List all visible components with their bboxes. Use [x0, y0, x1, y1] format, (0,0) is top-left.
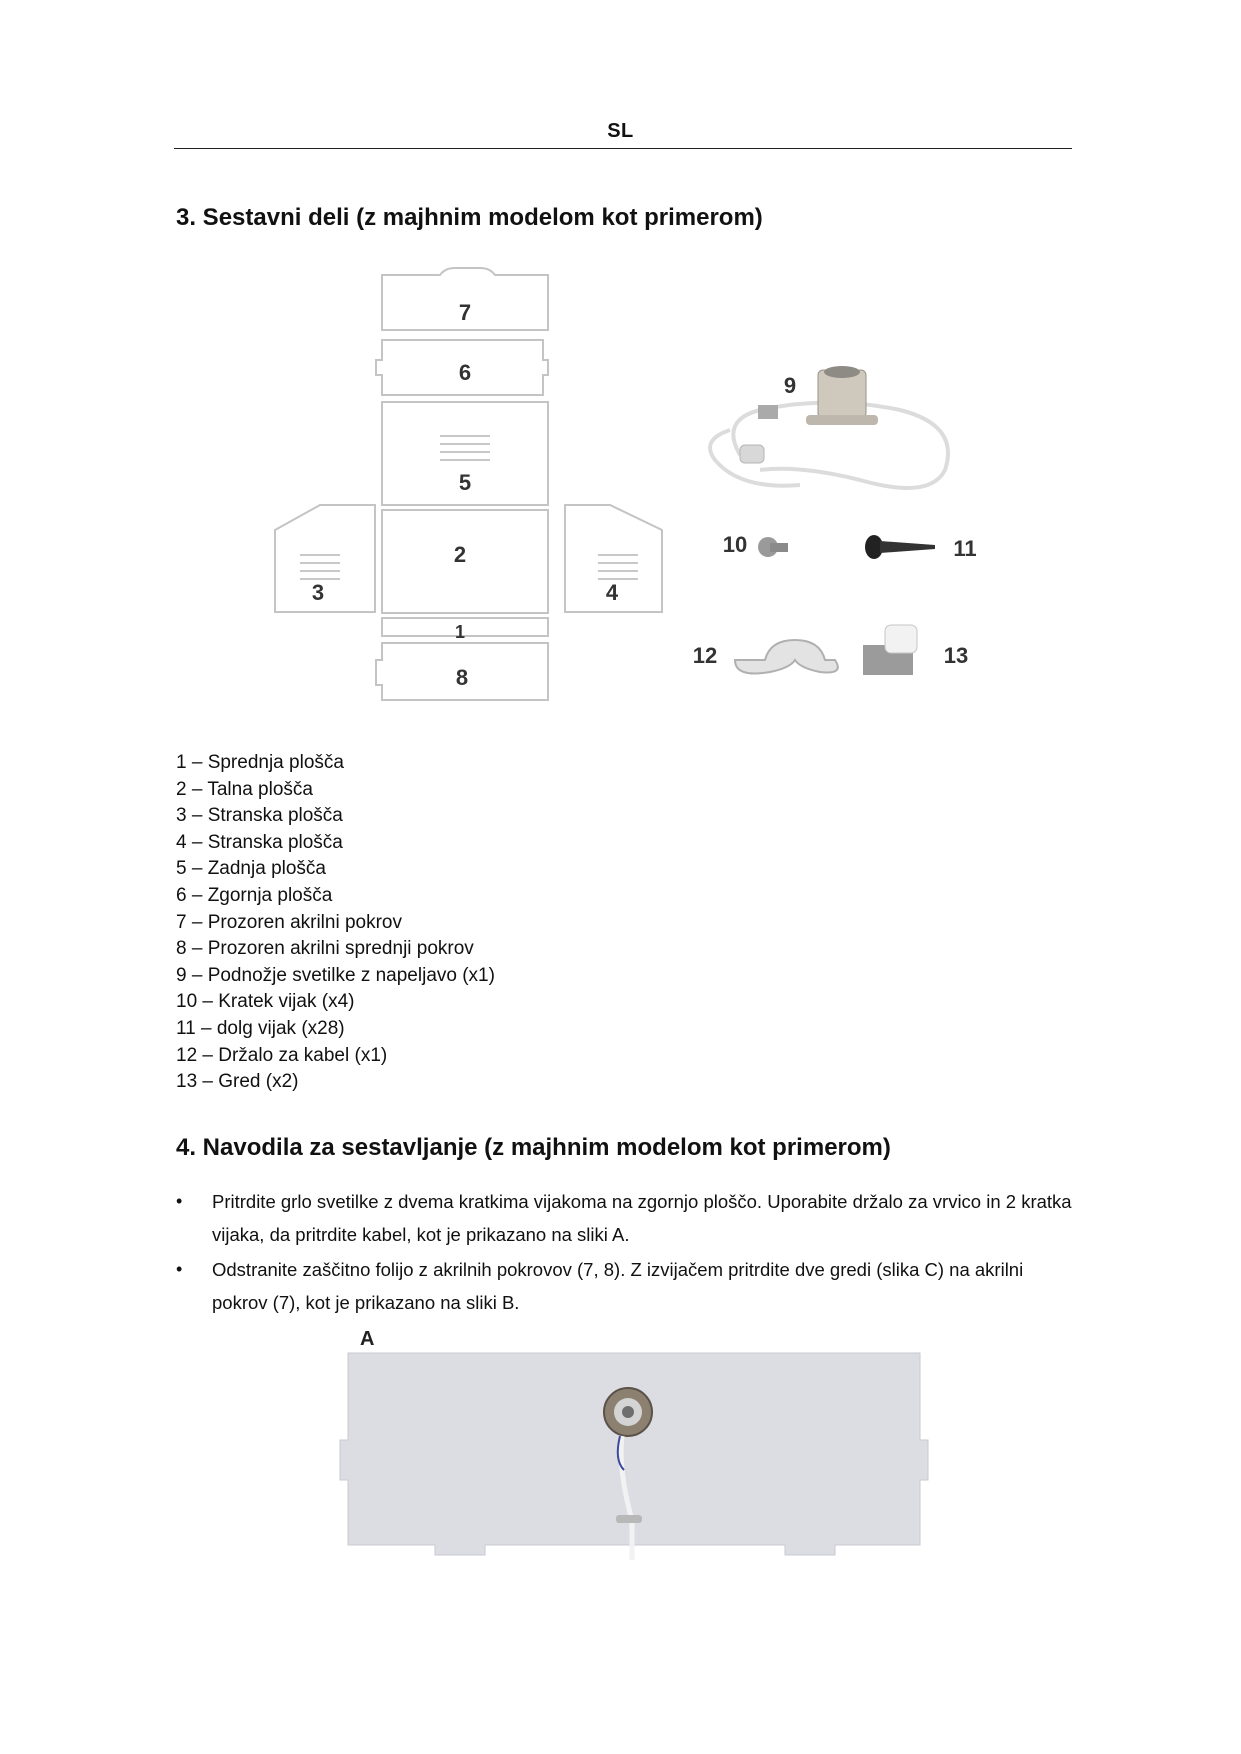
parts-list-item: 11 – dolg vijak (x28): [176, 1017, 345, 1039]
bullet: •: [176, 1191, 183, 1211]
lamp-socket-cable-illustration: [710, 366, 948, 488]
figure-a-panel: [340, 1353, 928, 1555]
diagram-label-8: 8: [455, 665, 469, 690]
parts-list-item: 3 – Stranska plošča: [176, 805, 343, 827]
diagram-label-4: 4: [605, 580, 619, 605]
figure-a-label: A: [360, 1328, 375, 1350]
shaft-illustration: [863, 625, 917, 675]
section-3-title: 3. Sestavni deli (z majhnim modelom kot primerom): [176, 204, 763, 231]
diagram-label-12: 12: [692, 643, 718, 668]
parts-list-item: 7 – Prozoren akrilni pokrov: [176, 911, 402, 933]
cable-holder-illustration: [735, 640, 838, 674]
figure-a-socket: [604, 1388, 652, 1560]
panel-3-outline: [275, 505, 375, 612]
parts-list-item: 2 – Talna plošča: [176, 778, 313, 800]
parts-list: [176, 750, 495, 1096]
diagram-label-2: 2: [453, 542, 467, 567]
diagram-label-9: 9: [783, 373, 797, 398]
parts-list-item: 4 – Stranska plošča: [176, 831, 343, 853]
diagram-label-5: 5: [458, 470, 472, 495]
diagram-label-3: 3: [311, 580, 325, 605]
parts-list-item: 6 – Zgornja plošča: [176, 884, 333, 906]
assembly-step-text: Odstranite zaščitno folijo z akrilnih pokrovov (7, 8). Z izvijačem pritrdite dve gredi (slika C) na akrilni pokrov (7), kot je prikazano na sliki B.: [212, 1259, 1024, 1313]
parts-list-item: 8 – Prozoren akrilni sprednji pokrov: [176, 938, 474, 960]
diagram-label-6: 6: [458, 360, 472, 385]
assembly-step: [176, 1253, 1076, 1319]
diagram-label-7: 7: [458, 300, 472, 325]
diagram-label-11: 11: [953, 536, 977, 561]
parts-list-item: 5 – Zadnja plošča: [176, 858, 326, 880]
parts-list-item: 1 – Sprednja plošča: [176, 752, 344, 773]
page-language-header: SL: [607, 120, 634, 142]
diagram-label-13: 13: [943, 643, 969, 668]
section-4-title: 4. Navodila za sestavljanje (z majhnim modelom kot primerom): [176, 1134, 891, 1161]
assembly-steps: [176, 1185, 1076, 1321]
diagram-label-1: 1: [454, 622, 466, 642]
diagram-label-10: 10: [722, 532, 748, 557]
assembly-step: [176, 1185, 1076, 1251]
parts-list-item: 12 – Držalo za kabel (x1): [176, 1044, 388, 1066]
short-screw-illustration: [758, 537, 788, 557]
long-screw-illustration: [865, 535, 935, 559]
components-diagram: [0, 0, 1241, 760]
parts-list-item: 13 – Gred (x2): [176, 1071, 299, 1093]
bullet: •: [176, 1259, 183, 1279]
assembly-step-text: Pritrdite grlo svetilke z dvema kratkima vijakoma na zgornjo ploščo. Uporabite držalo za vrvico in 2 kratka vijaka, da pritrdite kabel, kot je prikazano na sliki A.: [212, 1191, 1072, 1245]
parts-list-item: 10 – Kratek vijak (x4): [176, 991, 355, 1013]
parts-list-item: 9 – Podnožje svetilke z napeljavo (x1): [176, 964, 495, 986]
